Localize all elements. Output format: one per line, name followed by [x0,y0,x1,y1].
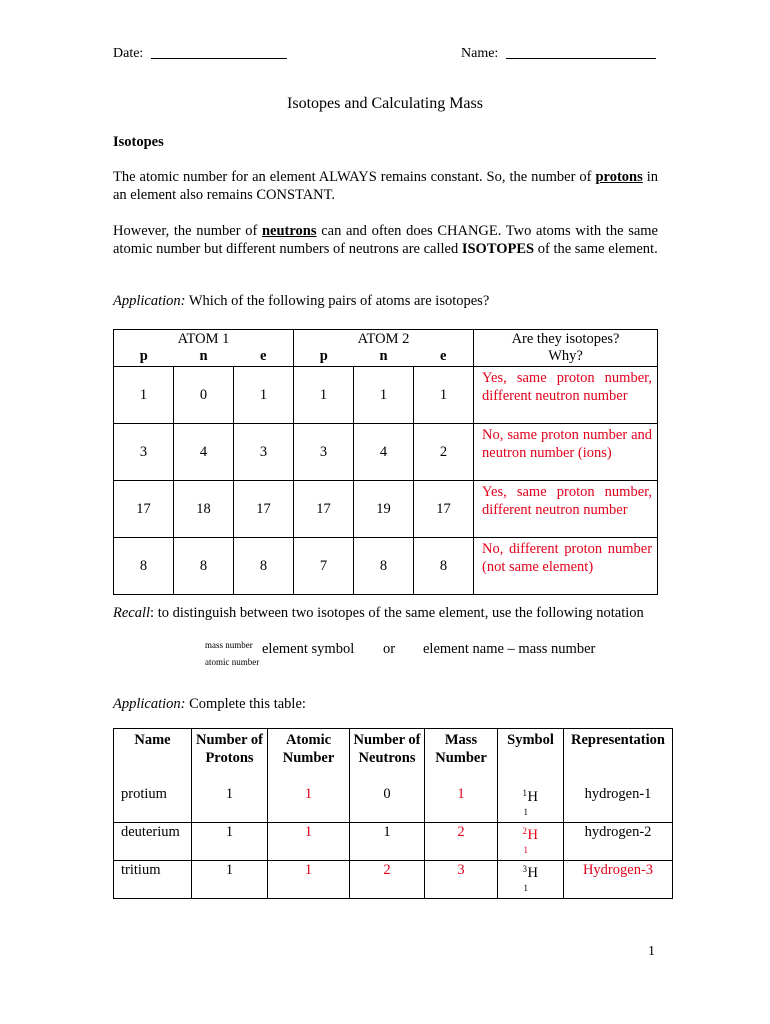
cell: 17 [114,481,174,538]
protons-cell: 1 [192,823,268,861]
cell: 8 [354,538,414,595]
isotope-symbol [511,785,551,817]
notation-element-symbol: element symbol [262,641,355,657]
isotopes-keyword: ISOTOPES [461,241,535,257]
cell: 4 [174,424,234,481]
table-row [114,538,658,595]
paragraph-protons: The atomic number for an element ALWAYS remains constant. So, the number of protons in an element also remains CONSTANT. [113,169,658,203]
cell: 3 [114,424,174,481]
header-atomic-number: Atomic Number [268,729,350,786]
col-p2: p [294,348,354,367]
symbol-cell [498,785,564,823]
header-neutrons: Number of Neutrons [350,729,425,786]
notation-or: or [383,641,396,657]
page-title: Isotopes and Calculating Mass [287,95,483,112]
section-heading: Isotopes [113,134,164,150]
application-label: Application: [113,696,186,712]
neutrons-keyword: neutrons [261,223,317,239]
answer-cell: Yes, same proton number, different neutron number [474,481,658,538]
application-2: Application: Complete this table: [113,696,306,712]
table-row [114,481,658,538]
col-e2: e [414,348,474,367]
header-name: Name [114,729,192,786]
mass-cell: 2 [425,823,498,861]
application-label: Application: [113,293,186,309]
answer-cell: No, same proton number and neutron number (ions) [474,424,658,481]
isotope-name: protium [114,785,192,823]
isotope-properties-table [113,728,673,899]
mass-cell: 1 [425,785,498,823]
representation-cell: hydrogen-1 [564,785,673,823]
answer-cell: Yes, same proton number, different neutron number [474,367,658,424]
cell: 2 [414,424,474,481]
representation-cell: Hydrogen-3 [564,861,673,899]
symbol-cell [498,823,564,861]
protons-keyword: protons [595,169,643,185]
isotope-name: deuterium [114,823,192,861]
notation-mass-number: mass number [205,640,253,650]
table-row [114,861,673,899]
cell: 0 [174,367,234,424]
paragraph-neutrons: However, the number of neutrons can and often does CHANGE. Two atoms with the same atomic number but different numbers of neutrons are called ISOTOPES of the same element. [113,223,658,257]
cell: 8 [114,538,174,595]
notation-alternative: element name – mass number [423,641,596,657]
cell: 8 [414,538,474,595]
cell: 1 [354,367,414,424]
question-header-line2: Why? [474,348,658,367]
notation-atomic-number: atomic number [205,657,260,667]
neutrons-cell: 1 [350,823,425,861]
question-header-line1: Are they isotopes? [474,330,658,349]
representation-cell: hydrogen-2 [564,823,673,861]
header-representation: Representation [564,729,673,786]
cell: 8 [174,538,234,595]
name-blank[interactable] [506,58,656,59]
header-protons: Number of Protons [192,729,268,786]
protons-cell: 1 [192,861,268,899]
cell: 1 [294,367,354,424]
answer-cell: No, different proton number (not same element) [474,538,658,595]
symbol-atomic-number: 1 [523,845,528,855]
isotope-pairs-table [113,329,658,595]
name-label: Name: [461,46,499,61]
date-label: Date: [113,46,144,61]
col-p1: p [114,348,174,367]
table-row [114,823,673,861]
cell: 17 [414,481,474,538]
symbol-atomic-number: 1 [523,883,528,893]
date-field [113,46,287,62]
page-number: 1 [648,944,655,959]
symbol-cell [498,861,564,899]
isotope-symbol [511,823,551,855]
cell: 3 [294,424,354,481]
isotope-symbol [511,861,551,893]
symbol-mass-number: 2 [522,826,527,836]
name-field [461,46,656,62]
protons-cell: 1 [192,785,268,823]
cell: 19 [354,481,414,538]
recall-note: Recall: to distinguish between two isotopes of the same element, use the following notation [113,605,644,621]
symbol-atomic-number: 1 [523,807,528,817]
symbol-element: H [527,865,538,881]
cell: 1 [114,367,174,424]
table-row [114,367,658,424]
date-blank[interactable] [151,58,287,59]
neutrons-cell: 0 [350,785,425,823]
cell: 7 [294,538,354,595]
atomic-cell: 1 [268,823,350,861]
atomic-cell: 1 [268,861,350,899]
recall-label: Recall [113,605,151,621]
symbol-element: H [527,789,538,805]
cell: 18 [174,481,234,538]
col-e1: e [234,348,294,367]
cell: 1 [414,367,474,424]
neutrons-cell: 2 [350,861,425,899]
header-symbol: Symbol [498,729,564,786]
atomic-cell: 1 [268,785,350,823]
cell: 17 [234,481,294,538]
isotope-name: tritium [114,861,192,899]
cell: 8 [234,538,294,595]
header-mass-number: Mass Number [425,729,498,786]
atom2-header: ATOM 2 [294,330,474,349]
symbol-element: H [527,827,538,843]
cell: 17 [294,481,354,538]
cell: 3 [234,424,294,481]
cell: 4 [354,424,414,481]
atom1-header: ATOM 1 [114,330,294,349]
table-row [114,424,658,481]
cell: 1 [234,367,294,424]
mass-cell: 3 [425,861,498,899]
symbol-mass-number: 3 [522,864,527,874]
table-row [114,785,673,823]
application-1: Application: Which of the following pairs of atoms are isotopes? [113,293,490,309]
symbol-mass-number: 1 [522,788,527,798]
col-n1: n [199,348,208,364]
col-n2: n [379,348,388,364]
